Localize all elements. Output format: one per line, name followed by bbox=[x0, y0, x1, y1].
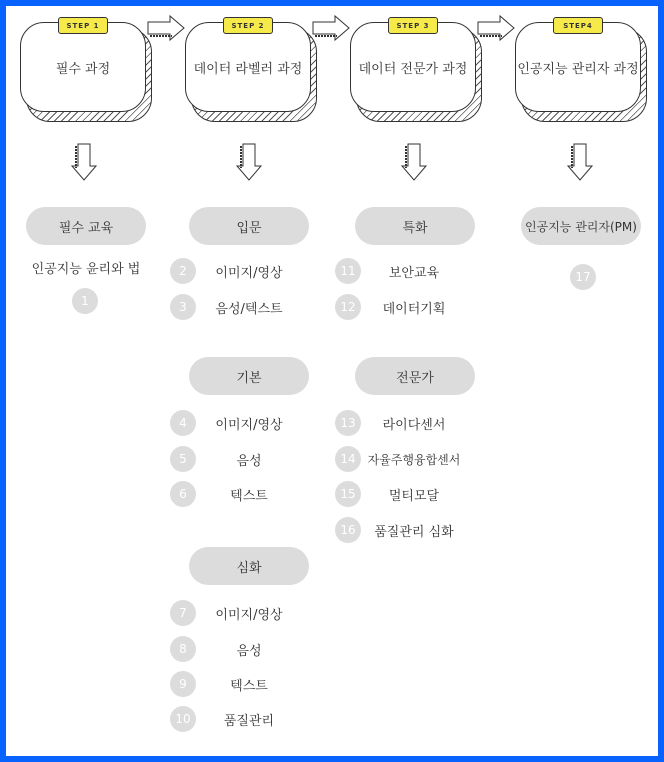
course-item bbox=[170, 636, 302, 662]
course-number: 1 bbox=[72, 288, 98, 314]
step-title: 데이터 전문가 과정 bbox=[350, 22, 476, 112]
course-number: 6 bbox=[170, 481, 196, 507]
course-label: 이미지/영상 bbox=[215, 607, 283, 623]
course-label: 텍스트 bbox=[230, 678, 268, 694]
step-tag: STEP 3 bbox=[388, 17, 438, 34]
step-tag: STEP 2 bbox=[223, 17, 273, 34]
step-title: 인공지능 관리자 과정 bbox=[515, 22, 641, 112]
course-item bbox=[170, 410, 302, 436]
course-label: 품질관리 심화 bbox=[374, 524, 454, 540]
category-pill: 전문가 bbox=[355, 357, 475, 395]
course-item bbox=[170, 706, 302, 732]
course-number: 16 bbox=[335, 517, 361, 543]
course-label: 데이터기획 bbox=[382, 301, 446, 317]
step-4-box bbox=[515, 22, 649, 122]
course-label: 텍스트 bbox=[230, 488, 268, 504]
course-item bbox=[170, 481, 302, 507]
category-pill: 입문 bbox=[189, 207, 309, 245]
right-arrow-icon bbox=[311, 14, 353, 42]
step-tag: STEP 1 bbox=[58, 17, 108, 34]
right-arrow-icon bbox=[476, 14, 518, 42]
category-pill: 필수 교육 bbox=[26, 207, 146, 245]
course-number: 4 bbox=[170, 410, 196, 436]
course-item bbox=[170, 446, 302, 472]
category-pill: 기본 bbox=[189, 357, 309, 395]
down-arrow-icon bbox=[235, 142, 263, 182]
course-number: 17 bbox=[570, 264, 596, 290]
course-number: 3 bbox=[170, 294, 196, 320]
course-label: 이미지/영상 bbox=[215, 417, 283, 433]
course-item bbox=[335, 410, 467, 436]
course-item bbox=[170, 258, 302, 284]
category-pill: 인공지능 관리자(PM) bbox=[521, 207, 641, 245]
step-title: 필수 과정 bbox=[20, 22, 146, 112]
course-label: 품질관리 bbox=[223, 713, 275, 729]
course-item bbox=[335, 294, 467, 320]
course-item bbox=[335, 481, 467, 507]
course-item bbox=[335, 258, 467, 284]
course-label: 자율주행융합센서 bbox=[367, 452, 461, 467]
course-item bbox=[170, 294, 302, 320]
course-number: 7 bbox=[170, 600, 196, 626]
step-1-box bbox=[20, 22, 154, 122]
course-number: 15 bbox=[335, 481, 361, 507]
down-arrow-icon bbox=[70, 142, 98, 182]
course-number: 8 bbox=[170, 636, 196, 662]
course-label: 인공지능 윤리와 법 bbox=[31, 262, 141, 277]
course-label: 음성 bbox=[236, 643, 262, 659]
course-item bbox=[170, 600, 302, 626]
course-item bbox=[335, 517, 467, 543]
step-2-box bbox=[185, 22, 319, 122]
category-pill: 특화 bbox=[355, 207, 475, 245]
down-arrow-icon bbox=[566, 142, 594, 182]
course-label: 라이다센서 bbox=[382, 417, 446, 433]
course-label: 음성/텍스트 bbox=[215, 301, 283, 317]
course-label: 보안교육 bbox=[388, 265, 440, 281]
course-number: 12 bbox=[335, 294, 361, 320]
course-number: 5 bbox=[170, 446, 196, 472]
course-item bbox=[170, 671, 302, 697]
right-arrow-icon bbox=[146, 14, 188, 42]
course-label: 이미지/영상 bbox=[215, 265, 283, 281]
course-number: 11 bbox=[335, 258, 361, 284]
course-number: 10 bbox=[170, 706, 196, 732]
step-title: 데이터 라벨러 과정 bbox=[185, 22, 311, 112]
course-number: 9 bbox=[170, 671, 196, 697]
step-tag: STEP4 bbox=[553, 17, 603, 34]
step-3-box bbox=[350, 22, 484, 122]
category-pill: 심화 bbox=[189, 547, 309, 585]
course-number: 14 bbox=[335, 446, 361, 472]
down-arrow-icon bbox=[400, 142, 428, 182]
course-label: 멀티모달 bbox=[388, 488, 440, 504]
course-item bbox=[335, 446, 467, 472]
course-label: 음성 bbox=[236, 453, 262, 469]
course-number: 13 bbox=[335, 410, 361, 436]
course-number: 2 bbox=[170, 258, 196, 284]
